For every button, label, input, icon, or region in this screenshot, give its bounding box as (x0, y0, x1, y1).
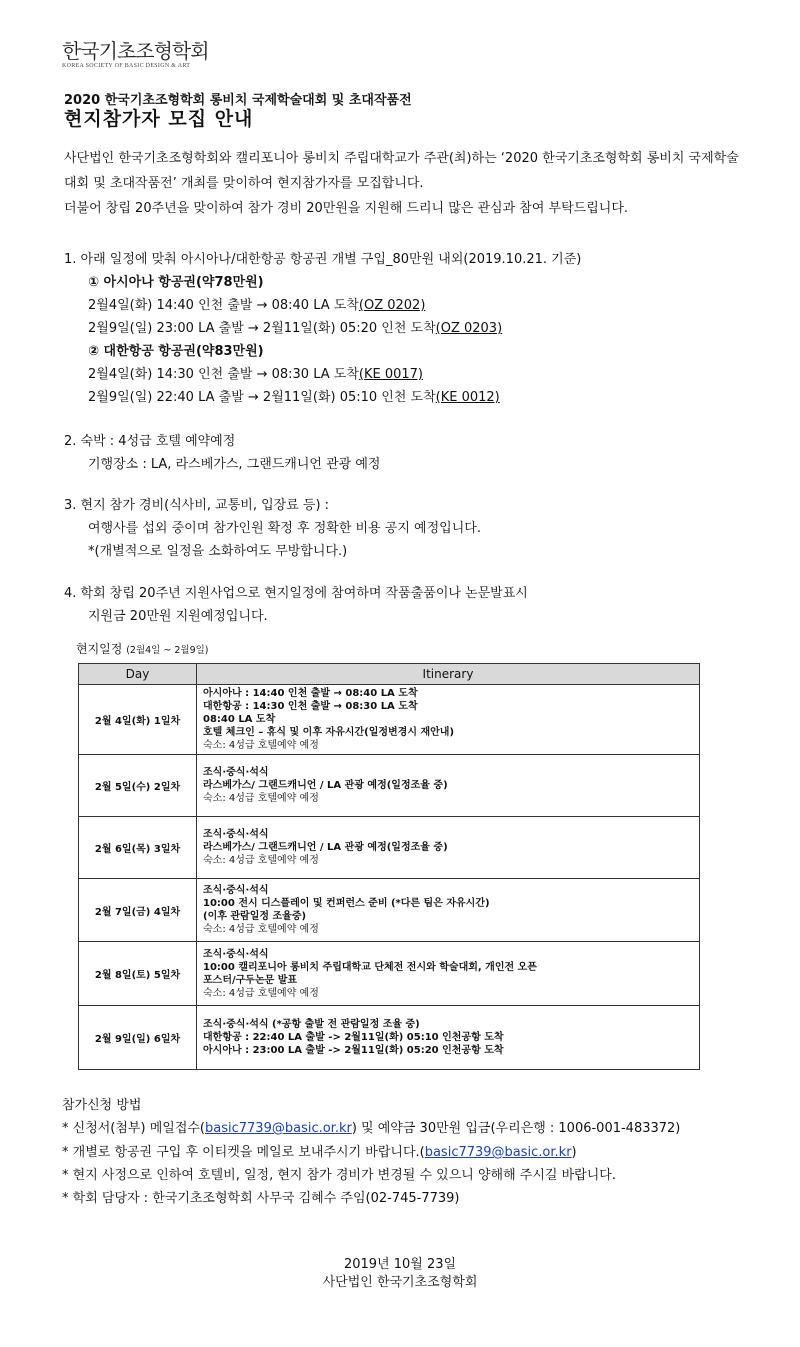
cost-heading: 3. 현지 참가 경비(식사비, 교통비, 입장료 등) : (64, 498, 330, 513)
itinerary-line: 조식·중식·석식 (203, 829, 269, 840)
apply-line-1-text: * 신청서(첨부) 메일접수( (62, 1121, 206, 1136)
itinerary-cell (197, 685, 700, 755)
itinerary-line: 숙소: 4성급 호텔예약 예정 (203, 793, 319, 804)
col-itinerary: Itinerary (197, 664, 700, 685)
col-day: Day (79, 664, 197, 685)
itinerary-line: 10:00 전시 디스플레이 및 컨퍼런스 준비 (*다른 팀은 자유시간) (203, 898, 490, 909)
table-row (79, 1006, 700, 1070)
itinerary-table (78, 663, 700, 1070)
itinerary-line: 대한항공 : 14:30 인천 출발 → 08:30 LA 도착 (203, 701, 418, 712)
korean-return-code: (KE 0012) (435, 390, 500, 405)
day-cell: 2월 8일(토) 5일차 (79, 942, 197, 1006)
day-cell: 2월 7일(금) 4일차 (79, 879, 197, 942)
itinerary-line: 숙소: 4성급 호텔예약 예정 (203, 987, 319, 999)
korean-return-text: 2월9일(일) 22:40 LA 출발 → 2월11일(화) 05:10 인천 도착 (88, 390, 436, 405)
asiana-outbound-code: (OZ 0202) (358, 298, 426, 313)
asiana-label: ① 아시아나 항공권(약78만원) (88, 275, 264, 290)
day-cell: 2월 6일(목) 3일차 (79, 817, 197, 879)
intro-line: 더불어 창립 20주년을 맞이하여 참가 경비 20만원을 지원해 드리니 많은 관심과 참여 부탁드립니다. (64, 201, 629, 216)
korean-outbound (88, 363, 423, 382)
table-row (79, 817, 700, 879)
logo-text: 한국기초조형학회 (62, 39, 209, 63)
footer-date: 2019년 10월 23일 (343, 1257, 457, 1272)
email-link-2[interactable]: basic7739@basic.or.kr (424, 1145, 572, 1160)
table-row (79, 755, 700, 817)
schedule-range: (2월4일 ~ 2월9일) (126, 645, 209, 656)
lodging-detail: 기행장소 : LA, 라스베가스, 그랜드캐니언 관광 예정 (88, 457, 381, 472)
email-link[interactable]: basic7739@basic.or.kr (205, 1121, 352, 1136)
flights-heading: 1. 아래 일정에 맞춰 아시아나/대한항공 항공권 개별 구입_80만원 내외(2019.10.21. 기준) (64, 252, 582, 267)
itinerary-line: 아시아나 : 14:40 인천 출발 → 08:40 LA 도착 (203, 688, 418, 699)
apply-line-2-text: * 개별로 항공권 구입 후 이티켓을 메일로 보내주시기 바랍니다.( (62, 1145, 425, 1160)
korean-label: ② 대한항공 항공권(약83만원) (88, 344, 264, 359)
itinerary-cell (197, 942, 700, 1006)
itinerary-line: 라스베가스/ 그랜드캐니언 / LA 관광 예정(일정조율 중) (203, 780, 448, 791)
apply-line-2 (62, 1141, 577, 1160)
itinerary-line: 호텔 체크인 – 휴식 및 이후 자유시간(일정변경시 재안내) (203, 727, 455, 738)
itinerary-line: 조식·중식·석식 (203, 767, 269, 778)
day-cell: 2월 9일(일) 6일차 (79, 1006, 197, 1070)
asiana-return-code: (OZ 0203) (435, 321, 503, 336)
itinerary-line: 아시아나 : 23:00 LA 출발 -> 2월11일(화) 05:20 인천공항 도착 (203, 1045, 504, 1056)
asiana-outbound (88, 294, 425, 313)
page-title: 현지참가자 모집 안내 (64, 108, 254, 130)
support-detail: 지원금 20만원 지원예정입니다. (88, 609, 268, 624)
itinerary-line: 대한항공 : 22:40 LA 출발 -> 2월11일(화) 05:10 인천공항 도착 (203, 1032, 504, 1043)
asiana-return-text: 2월9일(일) 23:00 LA 출발 → 2월11일(화) 05:20 인천 도착 (88, 321, 436, 336)
itinerary-line: 숙소: 4성급 호텔예약 예정 (203, 855, 319, 866)
footer-org: 사단법인 한국기초조형학회 (322, 1275, 478, 1290)
schedule-title-text: 현지일정 (76, 642, 123, 656)
itinerary-line: 숙소: 4성급 호텔예약 예정 (203, 740, 319, 751)
apply-line-1 (62, 1117, 680, 1136)
itinerary-line: 숙소: 4성급 호텔예약 예정 (203, 924, 319, 935)
itinerary-line: 08:40 LA 도착 (203, 714, 276, 725)
korean-outbound-text: 2월4일(화) 14:30 인천 출발 → 08:30 LA 도착 (88, 367, 359, 382)
asiana-return (88, 317, 502, 336)
itinerary-cell (197, 879, 700, 942)
itinerary-line: 조식·중식·석식 (203, 948, 269, 960)
event-title: 2020 한국기초조형학회 롱비치 국제학술대회 및 초대작품전 (64, 93, 412, 108)
itinerary-cell (197, 755, 700, 817)
korean-outbound-code: (KE 0017) (358, 367, 423, 382)
itinerary-line: 라스베가스/ 그랜드캐니언 / LA 관광 예정(일정조율 중) (203, 842, 448, 853)
day-cell: 2월 5일(수) 2일차 (79, 755, 197, 817)
itinerary-line: 10:00 캘리포니아 롱비치 주립대학교 단체전 전시와 학술대회, 개인전 오픈 (203, 961, 537, 973)
table-row (79, 685, 700, 755)
itinerary-line: 조식·중식·석식 (*공항 출발 전 관람일정 조율 중) (203, 1019, 420, 1030)
itinerary-line: 조식·중식·석식 (203, 885, 269, 896)
lodging-heading: 2. 숙박 : 4성급 호텔 예약예정 (64, 434, 236, 449)
cost-detail: 여행사를 섭외 중이며 참가인원 확정 후 정확한 비용 공지 예정입니다. (88, 521, 481, 536)
apply-heading: 참가신청 방법 (62, 1098, 142, 1113)
korean-return (88, 386, 500, 405)
table-row (79, 879, 700, 942)
schedule-title (76, 640, 209, 657)
itinerary-cell (197, 817, 700, 879)
society-logo (62, 40, 209, 70)
intro-paragraph (64, 146, 739, 221)
apply-line-3: * 현지 사정으로 인하여 호텔비, 일정, 현지 참가 경비가 변경될 수 있으니 양해해 주시길 바랍니다. (62, 1168, 616, 1183)
apply-line-4: * 학회 담당자 : 한국기초조형학회 사무국 김혜수 주임(02-745-7739) (62, 1191, 460, 1206)
intro-line: 대회 및 초대작품전’ 개최를 맞이하여 현지참가자를 모집합니다. (64, 176, 424, 191)
itinerary-cell (197, 1006, 700, 1070)
table-header-row (79, 664, 700, 685)
cost-note: *(개별적으로 일정을 소화하여도 무방합니다.) (88, 544, 348, 559)
day-cell: 2월 4일(화) 1일차 (79, 685, 197, 755)
apply-line-1-rest: ) 및 예약금 30만원 입금(우리은행 : 1006-001-483372) (351, 1121, 681, 1136)
itinerary-line: (이후 관람일정 조율중) (203, 911, 307, 922)
apply-line-2-rest: ) (571, 1145, 577, 1160)
logo-subtitle: KOREA SOCIETY OF BASIC DESIGN & ART (62, 63, 191, 69)
table-row (79, 942, 700, 1006)
itinerary-line: 포스터/구두논문 발표 (203, 974, 298, 986)
support-heading: 4. 학회 창립 20주년 지원사업으로 현지일정에 참여하며 작품출품이나 논문발표시 (64, 586, 528, 601)
intro-line: 사단법인 한국기초조형학회와 캘리포니아 롱비치 주립대학교가 주관(최)하는 ‘2020 한국기초조형학회 롱비치 국제학술 (64, 151, 739, 166)
asiana-outbound-text: 2월4일(화) 14:40 인천 출발 → 08:40 LA 도착 (88, 298, 359, 313)
